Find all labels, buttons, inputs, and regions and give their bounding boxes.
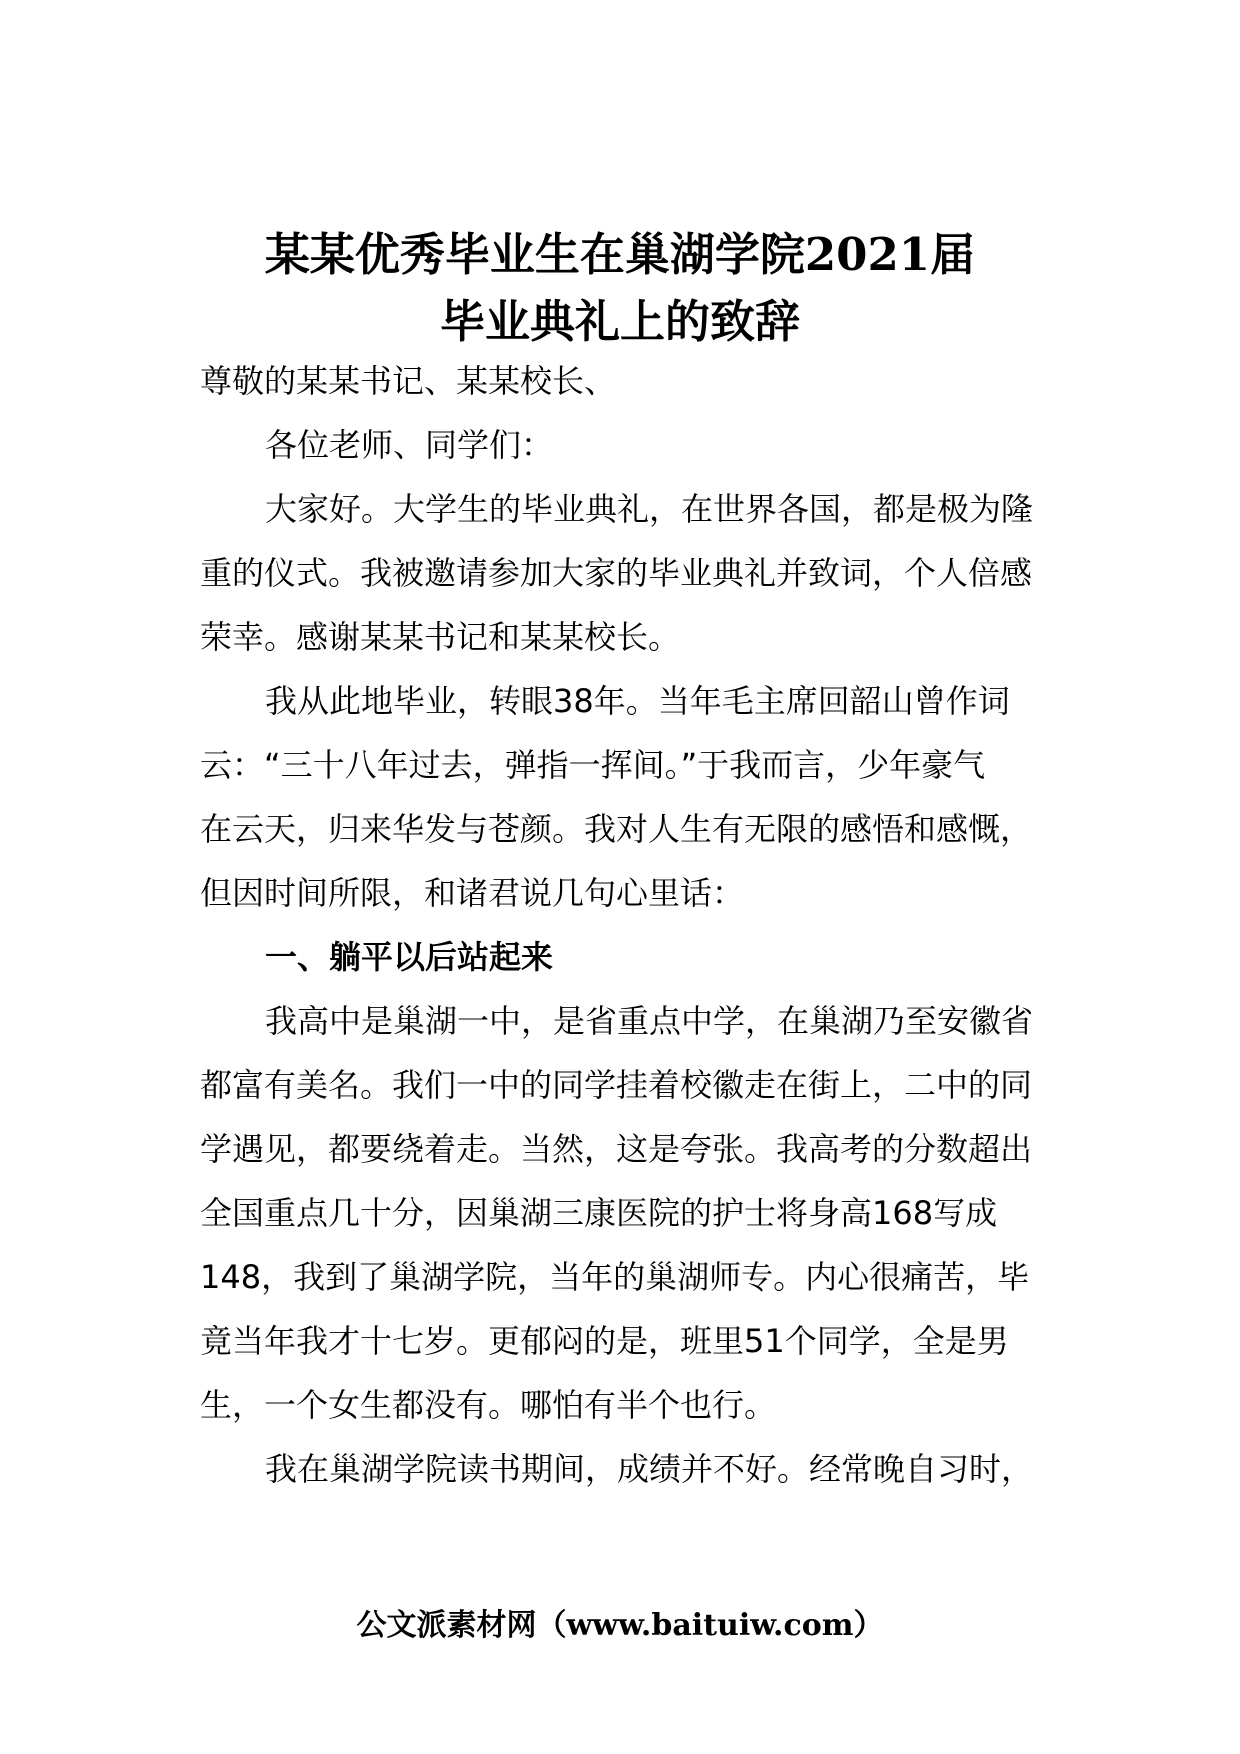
paragraph-line: 在云天，归来华发与苍颜。我对人生有无限的感悟和感慨， [200, 810, 1033, 848]
paragraph-line: 荣幸。感谢某某书记和某某校长。 [200, 618, 681, 656]
paragraph-line: 但因时间所限，和诸君说几句心里话： [200, 874, 745, 912]
paragraph-line: 重的仪式。我被邀请参加大家的毕业典礼并致词，个人倍感 [200, 554, 1033, 592]
paragraph-line: 尊敬的某某书记、某某校长、 [200, 362, 617, 400]
paragraph-line: 云：“三十八年过去，弹指一挥间。”于我而言，少年豪气 [200, 746, 986, 784]
paragraph-line: 全国重点几十分，因巢湖三康医院的护士将身高168写成 [200, 1194, 998, 1232]
section-heading: 一、躺平以后站起来 [265, 938, 554, 976]
paragraph-line: 我高中是巢湖一中，是省重点中学，在巢湖乃至安徽省 [265, 1002, 1034, 1040]
paragraph-line: 生，一个女生都没有。哪怕有半个也行。 [200, 1386, 777, 1424]
document-title-line-1: 某某优秀毕业生在巢湖学院2021届 [264, 228, 976, 281]
page-footer: 公文派素材网（www.baituiw.com） [356, 1608, 884, 1643]
paragraph-line: 各位老师、同学们： [265, 426, 554, 464]
paragraph-line: 学遇见，都要绕着走。当然，这是夸张。我高考的分数超出 [200, 1130, 1033, 1168]
paragraph-line: 竟当年我才十七岁。更郁闷的是，班里51个同学，全是男 [200, 1322, 1009, 1360]
paragraph-line: 我在巢湖学院读书期间，成绩并不好。经常晚自习时， [265, 1450, 1034, 1488]
paragraph-line: 都富有美名。我们一中的同学挂着校徽走在街上，二中的同 [200, 1066, 1033, 1104]
paragraph-line: 148，我到了巢湖学院，当年的巢湖师专。内心很痛苦，毕 [200, 1258, 1030, 1296]
document-title-line-2: 毕业典礼上的致辞 [439, 295, 800, 348]
paragraph-line: 我从此地毕业，转眼38年。当年毛主席回韶山曾作词 [265, 682, 1010, 720]
document-body [200, 349, 1070, 1501]
paragraph-line: 大家好。大学生的毕业典礼，在世界各国，都是极为隆 [265, 490, 1034, 528]
